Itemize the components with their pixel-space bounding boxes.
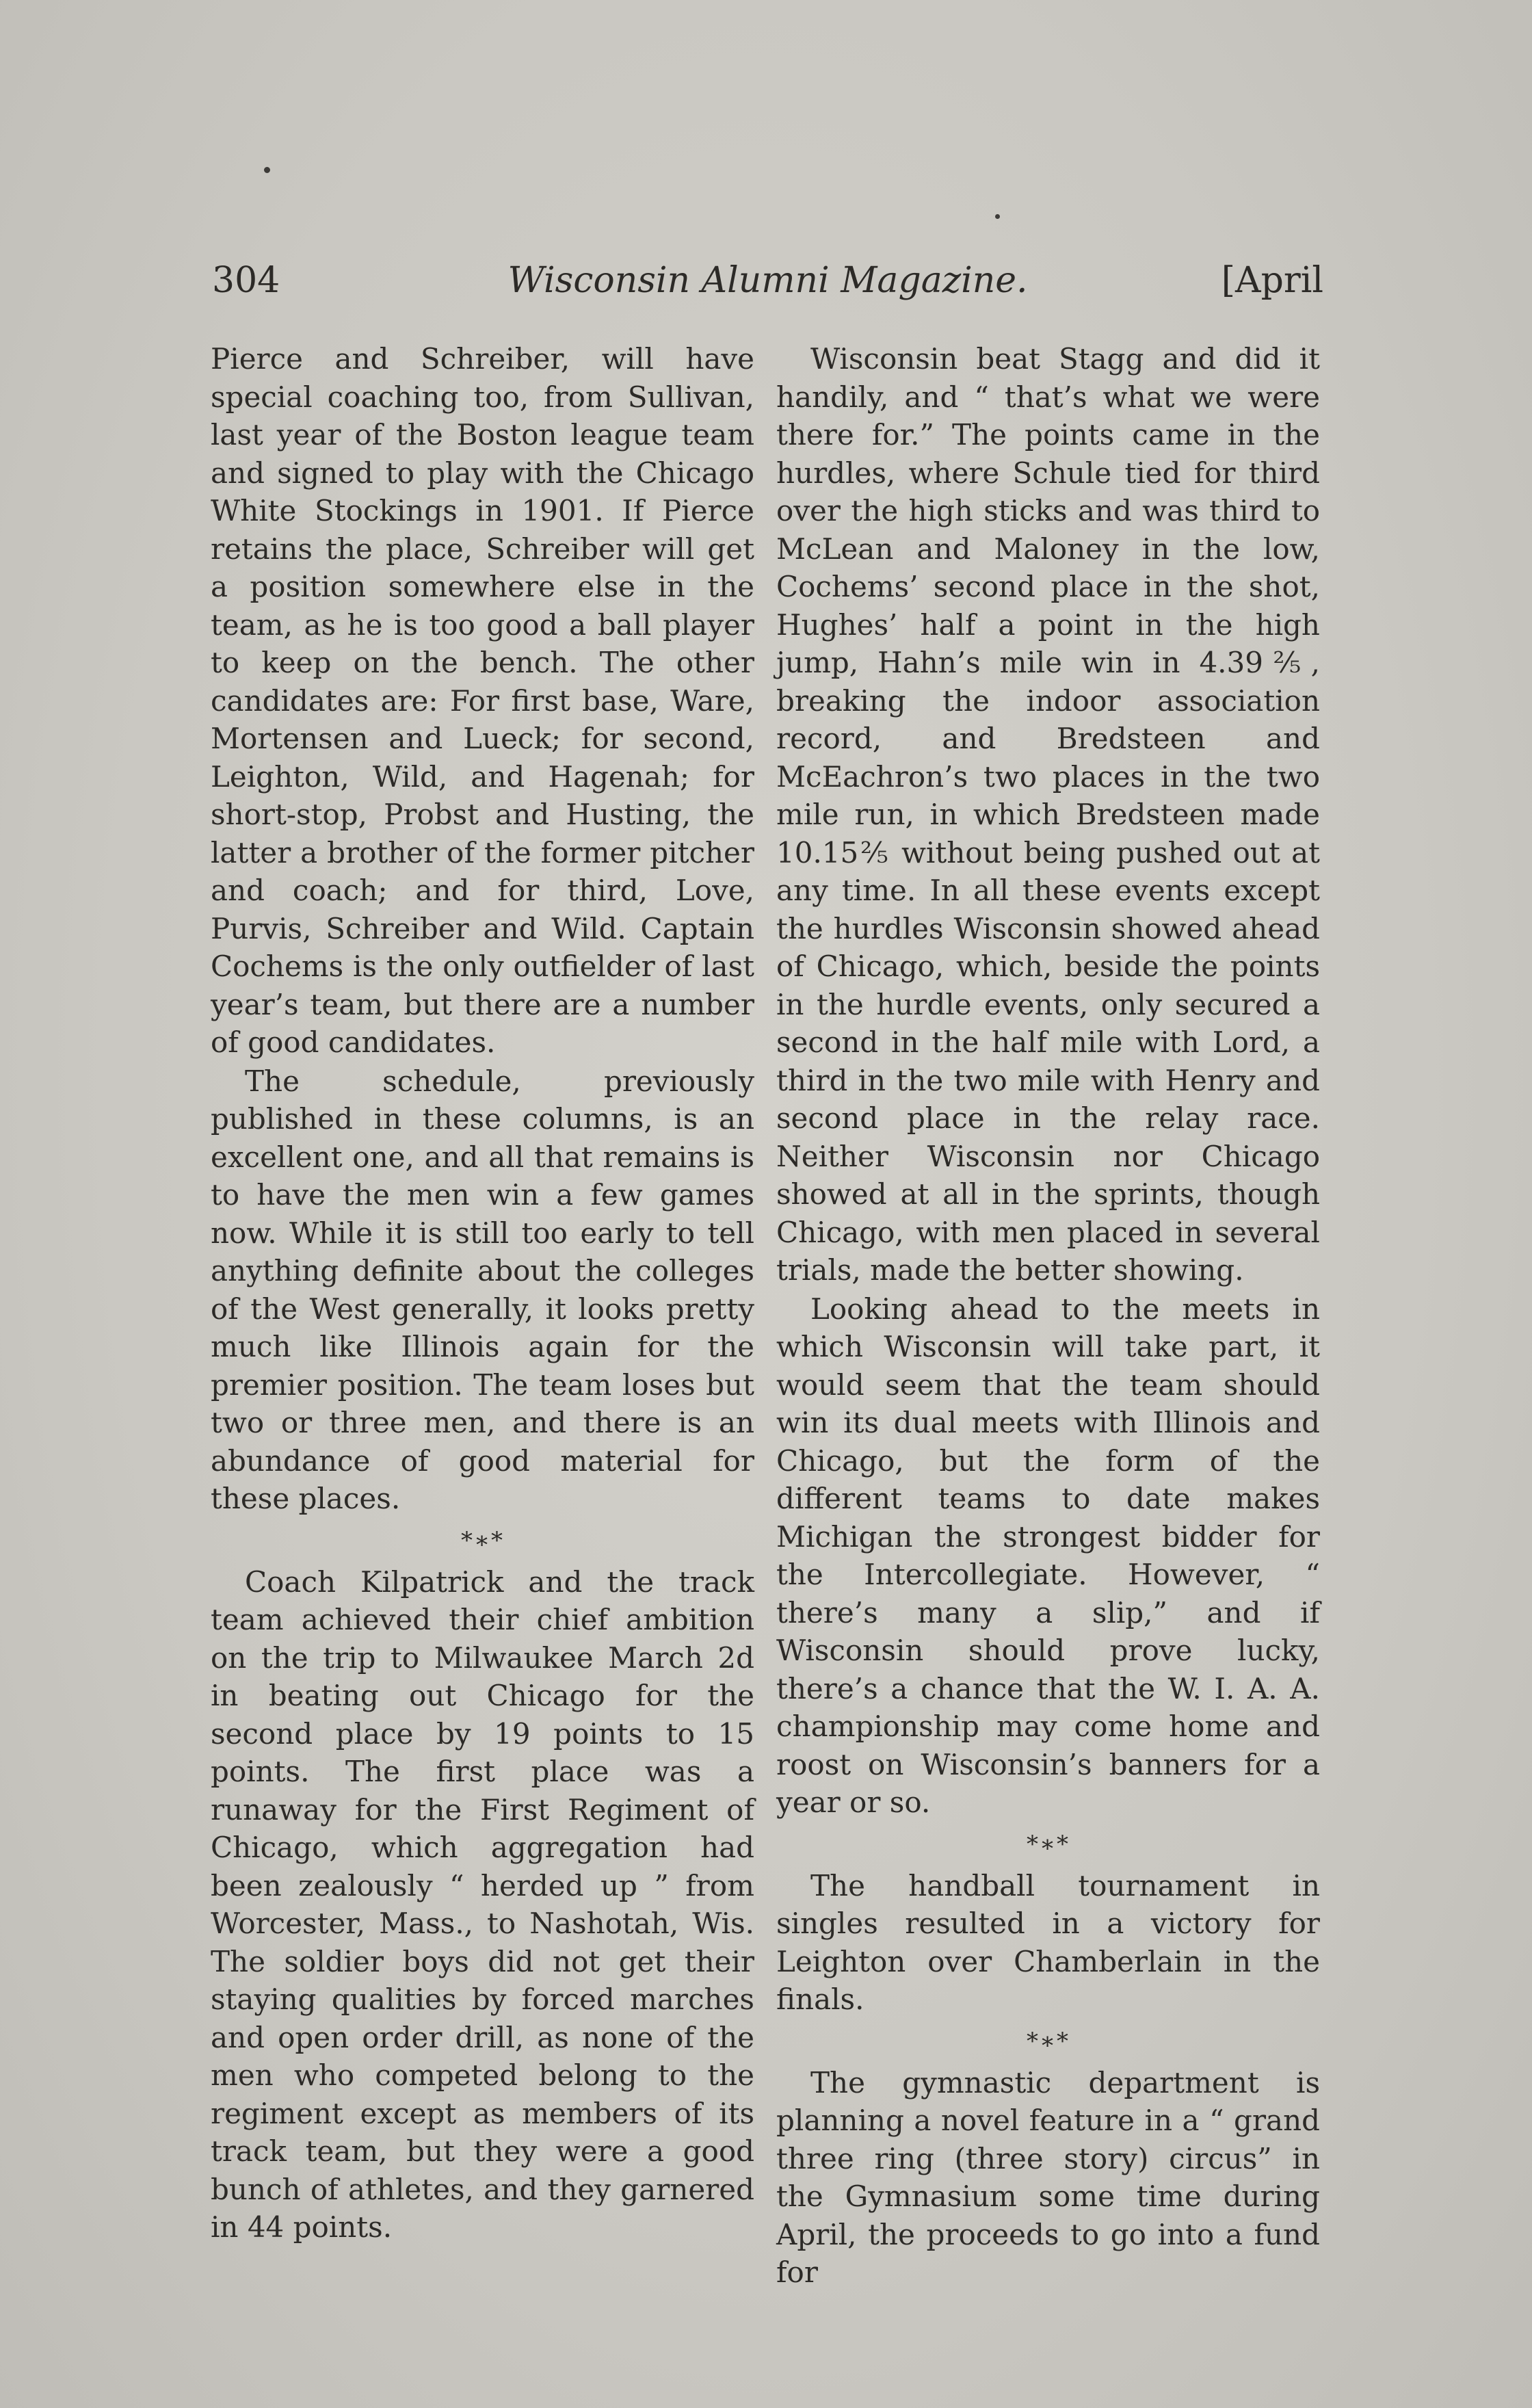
right-column	[776, 340, 1320, 2292]
left-column	[211, 340, 754, 2247]
paragraph: The gymnastic department is planning a novel feature in a “ grand three ring (three story) circus” in the Gymnasium some time during April, the proceeds to go into a fund for	[776, 2065, 1320, 2289]
paragraph: Looking ahead to the meets in which Wisconsin will take part, it would seem that the team should win its dual meets with Illinois and Chicago, but the form of the different teams to date makes Michigan the strongest bidder for the Intercollegiate. However, “ there’s many a slip,” and if Wisconsin should prove lucky, there’s a chance that the W. I. A. A. championship may come home and roost on Wisconsin’s banners for a year or so.	[776, 1292, 1320, 1819]
section-separator: *∗*	[1026, 1830, 1070, 1858]
paragraph: The schedule, previously published in these columns, is an excellent one, and all that remains is to have the men win a few games now. While it is still too early to tell anything definite about the colleges of the West generally, it looks pretty much like Illinois again for the premier position. The team loses but two or three men, and there is an abundance of good material for these places.	[211, 1064, 754, 1515]
paragraph: The handball tournament in singles resulted in a victory for Leighton over Chamberlain in the finals.	[776, 1868, 1320, 2016]
ink-speck	[995, 214, 1000, 219]
running-title: Wisconsin Alumni Magazine.	[507, 260, 1028, 301]
section-separator: *∗*	[460, 1526, 505, 1554]
paragraph: Pierce and Schreiber, will have special coaching too, from Sullivan, last year of the Boston league team and signed to play with the Chicago White Stockings in 1901. If Pierce retains the place, Schreiber will get a position somewhere else in the team, as he is too good a ball player to keep on the bench. The other candidates are: For first base, Ware, Mortensen and Lueck; for second, Leighton, Wild, and Hagenah; for short-stop, Probst and Husting, the latter a brother of the former pitcher and coach; and for third, Love, Purvis, Schreiber and Wild. Captain Cochems is the only outfielder of last year’s team, but there are a number of good candidates.	[211, 342, 754, 1059]
paragraph: Coach Kilpatrick and the track team achieved their chief ambition on the trip to Milwaukee March 2d in beating out Chicago for the second place by 19 points to 15 points. The first place was a runaway for the First Regiment of Chicago, which aggregation had been zealously “ herded up ” from Worcester, Mass., to Nashotah, Wis. The soldier boys did not get their staying qualities by forced marches and open order drill, as none of the men who competed belong to the regiment except as members of its track team, but they were a good bunch of athletes, and they garnered in 44 points.	[211, 1565, 754, 2244]
ink-speck	[264, 167, 270, 173]
page-header	[212, 257, 1323, 304]
page-number: 304	[212, 260, 280, 301]
section-separator: *∗*	[1026, 2027, 1070, 2055]
issue-month: [April	[1221, 260, 1323, 301]
paragraph: Wisconsin beat Stagg and did it handily, and “ that’s what we were there for.” The points came in the hurdles, where Schule tied for third over the high sticks and was third to McLean and Maloney in the low, Cochems’ second place in the shot, Hughes’ half a point in the high jump, Hahn’s mile win in 4.39⅖, breaking the indoor association record, and Bredsteen and McEachron’s two places in the two mile run, in which Bredsteen made 10.15⅖ without being pushed out at any time. In all these events except the hurdles Wisconsin showed ahead of Chicago, which, beside the points in the hurdle events, only secured a second in the half mile with Lord, a third in the two mile with Henry and second place in the relay race. Neither Wisconsin nor Chicago showed at all in the sprints, though Chicago, with men placed in several trials, made the better showing.	[776, 342, 1320, 1287]
